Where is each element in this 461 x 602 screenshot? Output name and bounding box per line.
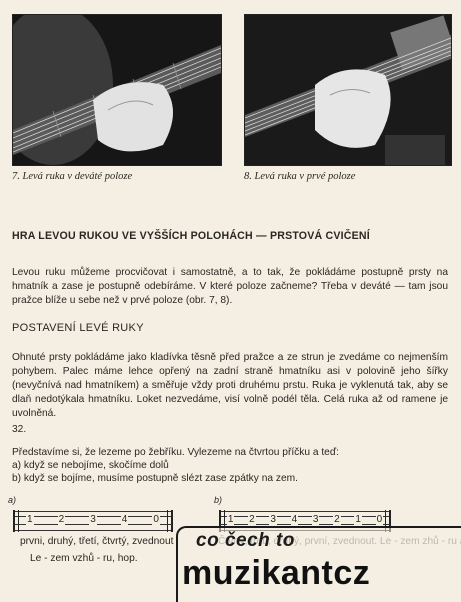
tablature-a: [14, 511, 172, 531]
watermark-tagline: co čech to: [196, 530, 295, 551]
photo-left-hand-ninth-position: [12, 14, 222, 166]
tab-label: b): [214, 495, 223, 505]
tab-digit: 0: [376, 514, 383, 525]
subheading: POSTAVENÍ LEVÉ RUKY: [12, 322, 144, 334]
tab-digit: 3: [312, 514, 319, 525]
exercise-line: b) když se bojíme, musíme postupně slézt zase zpátky na zem.: [12, 473, 298, 484]
tab-digit: 3: [270, 514, 276, 525]
watermark-logo: muzikantcz: [182, 554, 371, 592]
exercise-number: 32.: [12, 424, 27, 435]
tab-digit: 4: [291, 514, 298, 525]
tab-digit: 1: [355, 514, 361, 525]
tab-digit: 4: [121, 514, 128, 525]
lyric-line: prvni, druhý, třetí, čtvrtý, zvednout: [20, 536, 174, 547]
tab-digit: 2: [334, 514, 340, 525]
tab-digit: 1: [227, 514, 234, 525]
photo-caption: 8. Levá ruka v prvé poloze: [244, 171, 356, 182]
intro-paragraph: Levou ruku můžeme procvičovat i samostatně, a to tak, že pokládáme postupně prsty na hmatník a zase je postupně odebíráme. V které poloze začneme? Třeba v deváté — tam jsou pražce blíže u sebe než v prvé poloze (obr. 7, 8).: [12, 267, 448, 306]
tab-digit: 2: [58, 514, 65, 525]
position-paragraph: Ohnuté prsty pokládáme jako kladívka těsně před pražce a ze strun je zvedáme co nejmenším pohybem. Palec máme lehce opřený na zadní straně hmatníku asi v polovině jeho šířky (nevyčnívá nad hmatníkem) a směřuje vždy proti druhému prstu. Ruka je vyklenutá tak, aby se dlaň nedotýkala hmatníku. Loket nezvedáme, visí volně podél těla. Celá ruka až od ramene je uvolněná.: [12, 352, 448, 419]
tab-digit: 3: [90, 514, 96, 525]
exercise-line: a) když se nebojíme, skočíme dolů: [12, 460, 169, 471]
tab-label: a): [8, 495, 17, 505]
lyric-line: Le - zem vzhů - ru, hop.: [30, 553, 138, 564]
section-title: HRA LEVOU RUKOU VE VYŠŠÍCH POLOHÁCH — PRSTOVÁ CVIČENÍ: [12, 230, 370, 242]
tab-digit: 1: [27, 514, 33, 525]
photo-caption: 7. Levá ruka v deváté poloze: [12, 171, 133, 182]
tab-digit: 0: [153, 514, 159, 525]
tab-digit: 2: [249, 514, 255, 525]
exercise-line: Představíme si, že lezeme po žebříku. Vylezeme na čtvrtou příčku a teď:: [12, 447, 339, 458]
photo-left-hand-first-position: [244, 14, 452, 166]
